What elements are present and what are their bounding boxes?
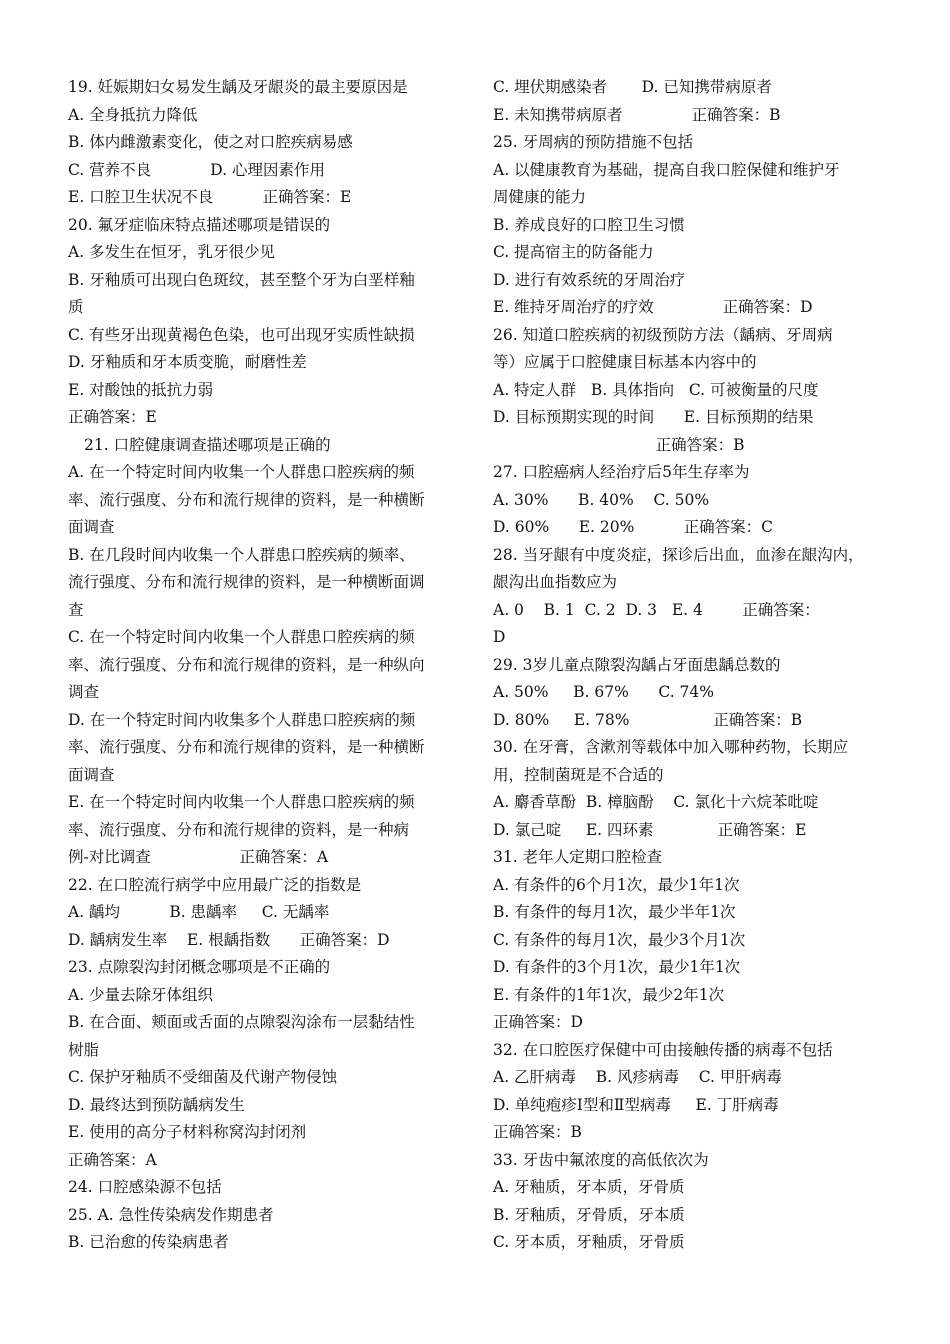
text-line: A. 在一个特定时间内收集一个人群患口腔疾病的频 bbox=[68, 463, 415, 481]
text-line: B. 牙釉质可出现白色斑纹，甚至整个牙为白垩样釉 bbox=[68, 270, 415, 289]
text-line: D. 在一个特定时间内收集多个人群患口腔疾病的频 bbox=[68, 710, 416, 729]
text-line: 质 bbox=[68, 298, 84, 316]
text-line: 例-对比调查 正确答案：A bbox=[68, 848, 329, 866]
text-line: 流行强度、分布和流行规律的资料，是一种横断面调 bbox=[68, 573, 425, 591]
text-line: 调查 bbox=[68, 683, 100, 701]
text-line: 20. 氟牙症临床特点描述哪项是错误的 bbox=[68, 215, 331, 234]
text-line: B. 养成良好的口腔卫生习惯 bbox=[493, 215, 685, 234]
text-line: B. 已治愈的传染病患者 bbox=[68, 1233, 229, 1251]
text-line: A. 牙釉质，牙本质，牙骨质 bbox=[493, 1178, 685, 1196]
text-line: 25. A. 急性传染病发作期患者 bbox=[68, 1205, 274, 1224]
text-line: 31. 老年人定期口腔检查 bbox=[493, 848, 663, 866]
text-line: 周健康的能力 bbox=[493, 188, 587, 206]
text-line: A. 乙肝病毒 B. 风疹病毒 C. 甲肝病毒 bbox=[493, 1068, 782, 1086]
text-line: B. 在合面、颊面或舌面的点隙裂沟涂布一层黏结性 bbox=[68, 1013, 415, 1031]
text-line: D. 80% E. 78% 正确答案：B bbox=[493, 710, 803, 729]
text-line: D. 龋病发生率 E. 根龋指数 正确答案：D bbox=[68, 930, 390, 949]
text-line: A. 麝香草酚 B. 樟脑酚 C. 氯化十六烷苯吡啶 bbox=[493, 793, 819, 811]
text-line: 率、流行强度、分布和流行规律的资料，是一种横断 bbox=[68, 738, 425, 756]
text-line: C. 在一个特定时间内收集一个人群患口腔疾病的频 bbox=[68, 628, 415, 646]
text-line: D. 氯己啶 E. 四环素 正确答案：E bbox=[493, 820, 807, 839]
text-line: 龈沟出血指数应为 bbox=[493, 573, 618, 591]
text-line: C. 埋伏期感染者 D. 已知携带病原者 bbox=[493, 78, 772, 96]
text-line: A. 以健康教育为基础，提高自我口腔保健和维护牙 bbox=[493, 160, 840, 179]
text-line: 正确答案：D bbox=[493, 1013, 583, 1031]
text-line: A. 多发生在恒牙，乳牙很少见 bbox=[68, 243, 276, 261]
right-column bbox=[493, 74, 895, 1257]
text-line: 23. 点隙裂沟封闭概念哪项是不正确的 bbox=[68, 958, 331, 976]
text-line: 率、流行强度、分布和流行规律的资料，是一种横断 bbox=[68, 490, 425, 509]
text-line: E. 使用的高分子材料称窝沟封闭剂 bbox=[68, 1123, 307, 1141]
text-line: C. 营养不良 D. 心理因素作用 bbox=[68, 160, 326, 179]
text-line: 28. 当牙龈有中度炎症，探诊后出血，血渗在龈沟内， bbox=[493, 545, 864, 564]
text-line: E. 未知携带病原者 正确答案：B bbox=[493, 105, 781, 124]
text-line: E. 口腔卫生状况不良 正确答案：E bbox=[68, 188, 352, 206]
text-line: D. 单纯疱疹Ⅰ型和Ⅱ型病毒 E. 丁肝病毒 bbox=[493, 1095, 779, 1114]
text-line: A. 30% B. 40% C. 50% bbox=[493, 490, 710, 509]
text-line: B. 在几段时间内收集一个人群患口腔疾病的频率、 bbox=[68, 545, 415, 564]
text-line: D. 牙釉质和牙本质变脆，耐磨性差 bbox=[68, 353, 307, 371]
text-line: A. 0 B. 1 C. 2 D. 3 E. 4 正确答案： bbox=[493, 600, 820, 619]
left-column bbox=[68, 74, 460, 1257]
text-line: E. 有条件的1年1次，最少2年1次 bbox=[493, 985, 725, 1004]
text-line: E. 对酸蚀的抵抗力弱 bbox=[68, 380, 214, 399]
text-line: 25. 牙周病的预防措施不包括 bbox=[493, 133, 694, 151]
text-line: A. 全身抵抗力降低 bbox=[68, 105, 198, 124]
text-line: 面调查 bbox=[68, 765, 115, 784]
text-line: 30. 在牙膏，含漱剂等载体中加入哪种药物，长期应 bbox=[493, 738, 849, 756]
text-line: C. 有条件的每月1次，最少3个月1次 bbox=[493, 930, 746, 949]
text-line: 正确答案：A bbox=[68, 1150, 157, 1169]
text-line: E. 在一个特定时间内收集一个人群患口腔疾病的频 bbox=[68, 793, 415, 811]
text-line: D. 最终达到预防龋病发生 bbox=[68, 1095, 245, 1114]
text-line: C. 有些牙出现黄褐色色染，也可出现牙实质性缺损 bbox=[68, 325, 415, 344]
text-line: B. 牙釉质，牙骨质，牙本质 bbox=[493, 1205, 685, 1224]
text-line: 正确答案：B bbox=[493, 1123, 582, 1141]
text-line: 用，控制菌斑是不合适的 bbox=[493, 765, 664, 784]
text-line: 24. 口腔感染源不包括 bbox=[68, 1178, 222, 1196]
text-line: 33. 牙齿中氟浓度的高低依次为 bbox=[493, 1150, 709, 1169]
text-line: D. 有条件的3个月1次，最少1年1次 bbox=[493, 958, 741, 976]
text-line: 26. 知道口腔疾病的初级预防方法（龋病、牙周病 bbox=[493, 325, 833, 344]
text-line: C. 牙本质，牙釉质，牙骨质 bbox=[493, 1233, 685, 1251]
text-line: 率、流行强度、分布和流行规律的资料，是一种病 bbox=[68, 820, 410, 839]
text-line: A. 有条件的6个月1次，最少1年1次 bbox=[493, 875, 740, 894]
text-line: E. 维持牙周治疗的疗效 正确答案：D bbox=[493, 298, 813, 316]
text-line: D. 目标预期实现的时间 E. 目标预期的结果 bbox=[493, 408, 814, 426]
text-line: 22. 在口腔流行病学中应用最广泛的指数是 bbox=[68, 875, 362, 894]
text-line: A. 龋均 B. 患龋率 C. 无龋率 bbox=[68, 903, 330, 921]
text-line: 查 bbox=[68, 600, 84, 619]
text-line: D bbox=[493, 628, 506, 646]
text-line: 树脂 bbox=[68, 1040, 100, 1059]
text-line: 29. 3岁儿童点隙裂沟龋占牙面患龋总数的 bbox=[493, 655, 781, 674]
text-line: C. 提高宿主的防备能力 bbox=[493, 243, 654, 261]
text-line: A. 少量去除牙体组织 bbox=[68, 985, 214, 1004]
text-line: 27. 口腔癌病人经治疗后5年生存率为 bbox=[493, 463, 750, 481]
text-line: A. 50% B. 67% C. 74% bbox=[493, 683, 715, 701]
text-line: 等）应属于口腔健康目标基本内容中的 bbox=[493, 353, 757, 371]
text-line: D. 进行有效系统的牙周治疗 bbox=[493, 270, 686, 289]
text-line: 21. 口腔健康调查描述哪项是正确的 bbox=[84, 435, 331, 454]
text-line: C. 保护牙釉质不受细菌及代谢产物侵蚀 bbox=[68, 1068, 338, 1086]
text-line: 正确答案：B bbox=[493, 435, 745, 454]
text-line: B. 有条件的每月1次，最少半年1次 bbox=[493, 903, 736, 921]
text-line: 正确答案：E bbox=[68, 408, 157, 426]
text-line: A. 特定人群 B. 具体指向 C. 可被衡量的尺度 bbox=[493, 380, 819, 399]
text-line: 率、流行强度、分布和流行规律的资料，是一种纵向 bbox=[68, 655, 425, 674]
text-line: 19. 妊娠期妇女易发生龋及牙龈炎的最主要原因是 bbox=[68, 78, 408, 96]
text-line: 32. 在口腔医疗保健中可由接触传播的病毒不包括 bbox=[493, 1040, 833, 1059]
text-line: 面调查 bbox=[68, 518, 115, 536]
text-line: D. 60% E. 20% 正确答案：C bbox=[493, 518, 773, 536]
text-line: B. 体内雌激素变化，使之对口腔疾病易感 bbox=[68, 133, 353, 151]
